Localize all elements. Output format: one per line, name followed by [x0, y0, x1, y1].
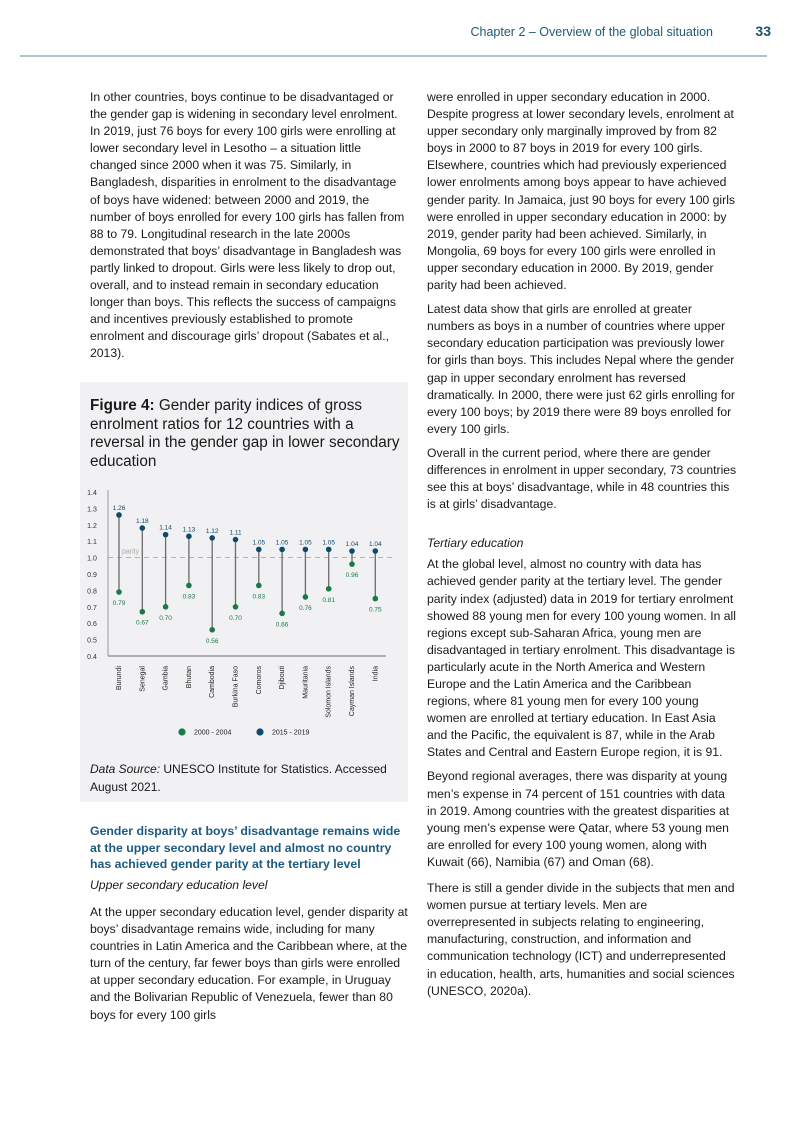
figure-title-text: Gender parity indices of gross enrolment ratios for 12 countries with a reversal in the gender gap in lower secondary education — [90, 397, 400, 470]
y-tick-label: 0.5 — [87, 637, 97, 645]
value-label: 1.05 — [252, 539, 266, 547]
y-tick-label: 0.8 — [87, 588, 97, 596]
value-label: 1.26 — [112, 504, 126, 512]
data-point-2015-2019 — [186, 533, 192, 539]
y-tick-label: 0.7 — [87, 604, 97, 612]
subheading-tertiary: Tertiary education — [427, 536, 524, 551]
data-point-2000-2004 — [349, 561, 355, 567]
data-point-2000-2004 — [140, 609, 146, 615]
value-label: 1.05 — [322, 539, 336, 547]
value-label: 0.83 — [252, 593, 266, 601]
value-label: 1.05 — [299, 539, 312, 547]
chapter-title: Chapter 2 – Overview of the global situation — [470, 25, 713, 39]
paragraph: Beyond regional averages, there was disparity at young men’s expense in 74 percent of 151 countries with data in 2019. Among countries with the greatest disparities at young men’s expense were Qatar, where 53 young men are enrolled for every 100 young women, along with Kuwait (66), Namibia (67) and Oman (68). — [427, 769, 730, 869]
value-label: 0.81 — [322, 596, 336, 604]
paragraph: Latest data show that girls are enrolled at greater numbers as boys in a number of countries where upper secondary education participation was previously lower for girls than boys. This includes Nepal where the gender gap in upper secondary enrolment has reversed dramatically. In 2000, there were just 62 girls enrolling for every 100 boys; by 2019 there were 89 boys enrolled for every 100 girls. — [427, 302, 735, 436]
data-point-2015-2019 — [163, 532, 169, 538]
dumbbell-chart — [80, 482, 408, 757]
paragraph: There is still a gender divide in the subjects that men and women pursue at tertiary levels. Men are overrepresented in subjects relating to engineering, manufacturing, construction, and information and communication technology (ICT) and underrepresented in education, health, arts, humanities and social sciences (UNESCO, 2020a). — [427, 881, 735, 998]
y-tick-label: 0.4 — [87, 654, 97, 661]
source-text: UNESCO Institute for Statistics. Accessed August 2021. — [90, 762, 387, 794]
value-label: 1.13 — [182, 526, 196, 534]
figure-source — [90, 760, 402, 796]
data-point-2015-2019 — [349, 548, 355, 554]
value-label: 0.56 — [205, 637, 219, 645]
category-label: Cayman Islands — [349, 666, 356, 717]
value-label: 0.67 — [135, 619, 149, 627]
data-point-2000-2004 — [186, 583, 192, 589]
value-label: 1.05 — [275, 539, 289, 547]
source-label: Data Source: — [90, 762, 161, 776]
left-column-text — [90, 89, 408, 370]
data-point-2015-2019 — [233, 537, 239, 543]
paragraph: were enrolled in upper secondary education in 2000. Despite progress at lower secondary levels, enrolment at upper secondary only marginally improved by from 82 boys in 2000 to 87 boys in 2019 for every 100 girls. Elsewhere, countries which had previously experienced lower enrolments among boys appear to have achieved gender parity. In Jamaica, just 90 boys for every 100 girls were enrolled in upper secondary education in 2000: by 2019, gender parity had been achieved. Similarly, in Mongolia, 69 boys for every 100 girls were enrolled in upper secondary education in 2000. By 2019, gender parity had been achieved. — [427, 90, 735, 293]
data-point-2000-2004 — [326, 586, 332, 592]
legend-label: 2000 - 2004 — [194, 729, 232, 737]
data-point-2015-2019 — [140, 525, 146, 531]
data-point-2000-2004 — [256, 583, 262, 589]
value-label: 1.12 — [205, 527, 219, 535]
data-point-2015-2019 — [303, 547, 309, 553]
value-label: 1.14 — [159, 524, 172, 532]
data-point-2000-2004 — [209, 627, 215, 633]
category-label: Mauritania — [302, 666, 310, 699]
figure-title — [90, 397, 402, 471]
value-label: 1.04 — [345, 541, 359, 549]
value-label: 0.79 — [112, 600, 126, 608]
data-point-2015-2019 — [279, 547, 285, 553]
y-tick-label: 1.2 — [87, 522, 97, 530]
legend-swatch — [178, 728, 185, 735]
value-label: 1.11 — [229, 529, 242, 537]
value-label: 0.96 — [345, 572, 359, 580]
header-divider — [20, 55, 767, 57]
paragraph: In other countries, boys continue to be disadvantaged or the gender gap is widening in secondary level enrolment. In 2019, just 76 boys for every 100 girls were enrolling at lower secondary level in Lesotho – a situation little changed since 2000 when it was 75. Similarly, in Bangladesh, disparities in enrolment to the disadvantage of boys have widened: between 2000 and 2019, the number of boys enrolled for every 100 girls has fallen from 88 to 79. Longitudinal research in the late 2000s demonstrated that boys’ disadvantage in Bangladesh was partly linked to dropout. Girls were less likely to drop out, overall, and to instead remain in secondary education longer than boys. This reflects the success of campaigns and incentives previously established to promote enrolment and discourage girls’ dropout (Sabates et al., 2013). — [90, 90, 405, 361]
value-label: 1.04 — [368, 541, 382, 549]
data-point-2015-2019 — [256, 547, 262, 553]
category-label: Cambodia — [209, 666, 217, 698]
data-point-2015-2019 — [209, 535, 215, 541]
legend-swatch — [256, 728, 263, 735]
data-point-2000-2004 — [116, 589, 122, 595]
value-label: 0.66 — [275, 621, 289, 629]
value-label: 0.75 — [368, 606, 382, 614]
category-label: Djibouti — [279, 666, 287, 690]
legend-label: 2015 - 2019 — [272, 729, 310, 737]
page-header — [0, 0, 793, 60]
y-tick-label: 0.6 — [87, 621, 97, 629]
data-point-2000-2004 — [373, 596, 379, 602]
value-label: 1.18 — [135, 518, 149, 526]
category-label: Bhutan — [185, 666, 193, 689]
data-point-2000-2004 — [163, 604, 169, 610]
data-point-2000-2004 — [233, 604, 239, 610]
y-tick-label: 1.0 — [87, 555, 97, 563]
data-point-2015-2019 — [116, 512, 122, 518]
category-label: Solomon Islands — [325, 666, 333, 718]
category-label: Senegal — [139, 666, 147, 692]
subheading-upper-secondary: Upper secondary education level — [90, 878, 268, 892]
section-heading: Gender disparity at boys’ disadvantage remains wide at the upper secondary level and almost no country has achieved gender parity at the tertiary level — [90, 824, 401, 871]
paragraph: At the global level, almost no country with data has achieved gender parity at the tertiary level. The gender parity index (adjusted) data in 2019 for tertiary enrolment showed 88 young men for every 100 young women. In all regions except sub-Saharan Africa, young men are disadvantaged in tertiary enrolment. This disadvantage is particularly acute in the North America and Western Europe and the Latin America and the Caribbean regions, where 81 young men for every 100 young women are enrolled at tertiary education. In East Asia and the Pacific, the equivalent is 87, while in the Arab States and Central and Eastern Europe region, it is 91. — [427, 557, 736, 760]
category-label: India — [372, 666, 380, 682]
category-label: Burkina Faso — [232, 666, 240, 708]
parity-label: parity — [122, 548, 140, 556]
y-tick-label: 0.9 — [87, 572, 97, 579]
value-label: 0.83 — [182, 593, 196, 601]
paragraph: Overall in the current period, where there are gender differences in enrolment in upper secondary, 73 countries see this at boys’ disadvantage, while in 48 countries this is at girls’ disadvantage. — [427, 445, 737, 512]
data-point-2000-2004 — [279, 611, 285, 617]
value-label: 0.70 — [159, 614, 172, 622]
value-label: 0.70 — [229, 614, 242, 622]
figure-label: Figure 4: — [90, 397, 155, 414]
category-label: Gambia — [162, 666, 170, 691]
y-tick-label: 1.3 — [87, 506, 97, 514]
category-label: Comoros — [255, 666, 263, 695]
paragraph: At the upper secondary education level, gender disparity at boys’ disadvantage remains wide, including for many countries in Latin America and the Caribbean where, at the turn of the century, far fewer boys than girls were enrolled at upper secondary education. For example, in Uruguay and the Bolivarian Republic of Venezuela, fewer than 80 boys for every 100 girls — [90, 905, 408, 1022]
left-column-bottom-text — [90, 904, 408, 1031]
y-tick-label: 1.4 — [87, 490, 97, 497]
value-label: 0.76 — [299, 604, 312, 612]
category-label: Burundi — [116, 666, 123, 691]
data-point-2000-2004 — [303, 594, 309, 600]
data-point-2015-2019 — [373, 548, 379, 554]
y-tick-label: 1.1 — [87, 539, 97, 547]
page-number: 33 — [755, 23, 771, 39]
figure-4 — [80, 382, 408, 802]
data-point-2015-2019 — [326, 547, 332, 553]
right-column-text — [427, 89, 737, 1007]
